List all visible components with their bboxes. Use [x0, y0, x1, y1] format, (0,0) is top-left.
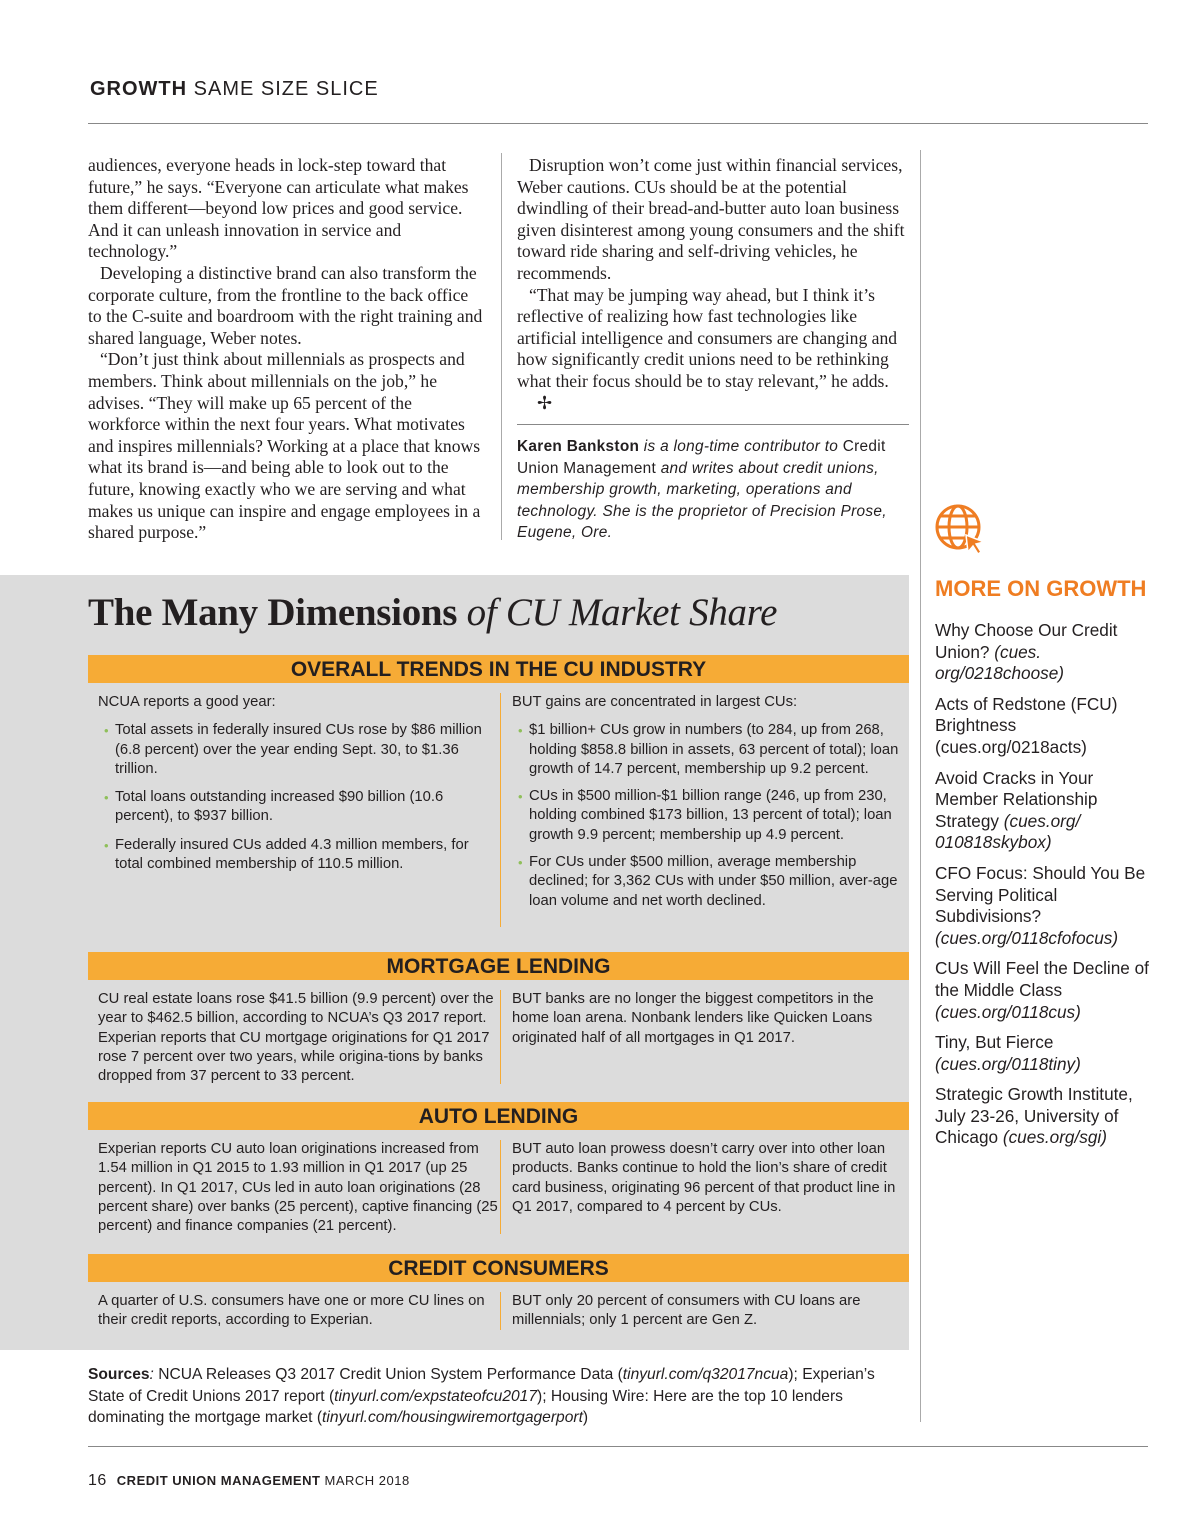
bullet-text: For CUs under $500 million, average membership declined; for 3,362 CUs with under $50 million, aver-age loan volume and net worth declined. — [529, 854, 898, 909]
bullet-dot-icon: • — [518, 855, 523, 871]
bullet-text: CUs in $500 million-$1 billion range (246, up from 230, holding combined $173 billion, 13 percent of total); loan growth 9.9 percent; membership up 4.9 percent. — [529, 788, 892, 843]
bullet-dot-icon: • — [518, 789, 523, 805]
more-on-growth-title: MORE ON GROWTH — [935, 576, 1147, 601]
article-paragraph: Developing a distinctive brand can also transform the corporate culture, from the frontline to the back office to the C-suite and boardroom with the right training and shared language, Weber notes. — [88, 262, 483, 348]
running-header — [90, 78, 379, 101]
sidebar-divider — [920, 150, 921, 1422]
item-link[interactable]: (cues.org/sgi) — [1002, 1127, 1107, 1148]
section-right-column — [512, 693, 904, 911]
bullet-item — [512, 721, 904, 779]
item-title: Acts of Redstone (FCU) Brightness — [935, 693, 1118, 736]
bullet-text: Federally insured CUs added 4.3 million members, for total combined membership of 110.5 million. — [115, 836, 469, 873]
bio-rule — [517, 424, 909, 425]
section-divider — [500, 1140, 501, 1234]
section-left-column: CU real estate loans rose $41.5 billion (9.9 percent) over the year to $462.5 billion, according to NCUA’s Q3 2017 report. Experian reports that CU mortgage originations for Q1 2017 rose 7 percent over two years, while origina-tions by banks dropped from 37 percent to 33 percent. — [98, 991, 494, 1085]
bottom-rule — [88, 1446, 1148, 1447]
article-column-2 — [517, 155, 909, 414]
bullet-dot-icon: • — [104, 790, 109, 806]
sources-text: ); Housing Wire: Here are the top 10 lenders dominating the mortgage market ( — [88, 1387, 843, 1427]
box-title-bold: The Many Dimensions — [88, 591, 458, 634]
article-paragraph: Disruption won’t come just within financial services, Weber cautions. CUs should be at the potential dwindling of their bread-and-butter auto loan business given disinterest among young consumers and the shift toward ride sharing and self-driving vehicles, he recommends. — [517, 155, 905, 283]
end-mark-icon: ✢ — [537, 392, 553, 414]
sources-text: ) — [582, 1409, 589, 1427]
box-title-italic: of CU Market Share — [457, 591, 778, 634]
item-title: Avoid Cracks in Your Member Relationship Strategy — [935, 767, 1098, 831]
section-intro: BUT gains are concentrated in largest CUs: — [512, 694, 798, 710]
bullet-item — [512, 787, 904, 845]
article-paragraph-text: “That may be jumping way ahead, but I think it’s reflective of realizing how fast technologies like artificial intelligence and consumers are changing and how significantly credit unions need to be rethinking what their focus should be to stay relevant,” he adds. — [517, 284, 898, 391]
list-item[interactable] — [935, 1032, 1150, 1075]
sources-text: NCUA Releases Q3 2017 Credit Union System Performance Data ( — [153, 1366, 623, 1383]
author-bio — [517, 436, 909, 544]
bullet-item — [98, 788, 498, 827]
section-right-column: BUT auto loan prowess doesn’t carry over into other loan products. Banks continue to hold the lion’s share of credit card business, originating 96 percent of that product line in Q1 2017, compared to 4 percent by CUs. — [512, 1141, 896, 1215]
section-divider — [500, 1292, 501, 1330]
section-right-column: BUT only 20 percent of consumers with CU loans are millennials; only 1 percent are Gen Z. — [512, 1293, 861, 1329]
header-section: GROWTH — [90, 78, 188, 100]
column-divider — [501, 153, 502, 540]
header-subsection: SAME SIZE SLICE — [193, 78, 379, 100]
source-link[interactable]: tinyurl.com/expstateofcu2017 — [334, 1387, 538, 1405]
section-heading-auto-lending: AUTO LENDING — [88, 1102, 909, 1130]
box-title — [88, 590, 777, 635]
item-link[interactable]: (cues.org/ 010818skybox) — [935, 810, 1081, 853]
section-left-column: Experian reports CU auto loan originations increased from 1.54 million in Q1 2015 to 1.93 million in Q1 2017 (up 25 percent). In Q1 2017, CUs led in auto loan originations (28 percent share) over banks (25 percent), captive financing (25 percent) and finance companies (21 percent). — [98, 1141, 498, 1235]
page-number: 16 — [88, 1472, 107, 1489]
footer-issue: MARCH 2018 — [320, 1473, 410, 1488]
item-link[interactable]: (cues.org/0118tiny) — [935, 1053, 1081, 1074]
item-link[interactable]: (cues. org/0218choose) — [935, 641, 1064, 684]
list-item[interactable] — [935, 694, 1150, 759]
bullet-item — [98, 836, 498, 875]
bullet-item — [512, 853, 904, 911]
list-item[interactable] — [935, 958, 1150, 1023]
bullet-text: Total assets in federally insured CUs rose by $86 million (6.8 percent) over the year ending Sept. 30, to $1.36 trillion. — [115, 722, 482, 777]
section-right-column: BUT banks are no longer the biggest competitors in the home loan arena. Nonbank lenders like Quicken Loans originated half of all mortgages in Q1 2017. — [512, 991, 874, 1046]
article-paragraph — [517, 285, 909, 415]
list-item[interactable] — [935, 768, 1150, 854]
item-link[interactable]: (cues.org/0218acts) — [935, 736, 1087, 757]
list-item[interactable] — [935, 620, 1150, 685]
bullet-dot-icon: • — [104, 723, 109, 739]
bio-text: and writes about credit unions, membership growth, marketing, operations and technology. She is the proprietor of Precision Prose, Eugene, Ore. — [517, 459, 887, 541]
more-on-growth-list — [935, 620, 1150, 1158]
article-column-1 — [88, 155, 484, 544]
item-title: CFO Focus: Should You Be Serving Political Subdivisions? — [935, 862, 1146, 927]
source-link[interactable]: tinyurl.com/housingwiremortgagerport — [322, 1409, 583, 1427]
section-heading-overall-trends: OVERALL TRENDS IN THE CU INDUSTRY — [88, 655, 909, 683]
section-left-column — [98, 693, 498, 874]
item-title: Tiny, But Fierce — [935, 1032, 1054, 1053]
bullet-item — [98, 721, 498, 779]
section-heading-mortgage-lending: MORTGAGE LENDING — [88, 952, 909, 980]
bio-text: is a long-time contributor to — [639, 438, 843, 455]
section-intro: NCUA reports a good year: — [98, 694, 276, 710]
globe-cursor-icon — [933, 502, 987, 556]
sources-text: ); Experian’s State of Credit Unions 2017 report ( — [88, 1366, 875, 1405]
article-paragraph: audiences, everyone heads in lock-step toward that future,” he says. “Everyone can articulate what makes them different—beyond low prices and good service. And it can unleash innovation in service and technology.” — [88, 155, 469, 262]
sources-note — [88, 1364, 888, 1429]
bullet-text: Total loans outstanding increased $90 billion (10.6 percent), to $937 billion. — [115, 789, 444, 825]
section-divider — [500, 990, 501, 1084]
top-rule — [88, 123, 1148, 124]
sources-label: Sources — [88, 1366, 150, 1383]
section-heading-credit-consumers: CREDIT CONSUMERS — [88, 1254, 909, 1282]
item-title: Strategic Growth Institute, July 23-26, University of Chicago — [935, 1084, 1133, 1148]
item-link[interactable]: (cues.org/0118cfofocus) — [935, 927, 1119, 948]
list-item[interactable] — [935, 863, 1150, 949]
section-divider — [500, 693, 501, 927]
item-link[interactable]: (cues.org/0118cus) — [935, 1001, 1081, 1022]
bullet-dot-icon: • — [104, 837, 109, 853]
section-left-column: A quarter of U.S. consumers have one or more CU lines on their credit reports, according to Experian. — [98, 1293, 485, 1329]
item-title: CUs Will Feel the Decline of the Middle Class — [935, 958, 1149, 1000]
bullet-dot-icon: • — [518, 723, 523, 739]
source-link[interactable]: tinyurl.com/q32017ncua — [622, 1366, 789, 1383]
list-item[interactable] — [935, 1084, 1150, 1149]
item-title: Why Choose Our Credit Union? — [935, 620, 1118, 662]
article-paragraph: “Don’t just think about millennials as prospects and members. Think about millennials on the job,” he advises. “They will make up 65 percent of the workforce within the next four years. What motivates and inspires millennials? Working at a place that knows what its brand is—and being able to look out to the future, knowing exactly who we are serving and what makes us unique can inspire and engage employees in a shared purpose.” — [88, 349, 481, 543]
sources-colon: : — [149, 1366, 154, 1383]
footer-publication: CREDIT UNION MANAGEMENT — [116, 1473, 321, 1488]
page-footer — [88, 1472, 410, 1490]
bio-publication: Credit Union Management — [517, 438, 886, 477]
bullet-text: $1 billion+ CUs grow in numbers (to 284, up from 268, holding $858.8 billion in assets, 63 percent of total); loan growth of 14.7 percent, membership up 9.2 percent. — [529, 722, 899, 777]
author-name: Karen Bankston — [517, 438, 640, 455]
